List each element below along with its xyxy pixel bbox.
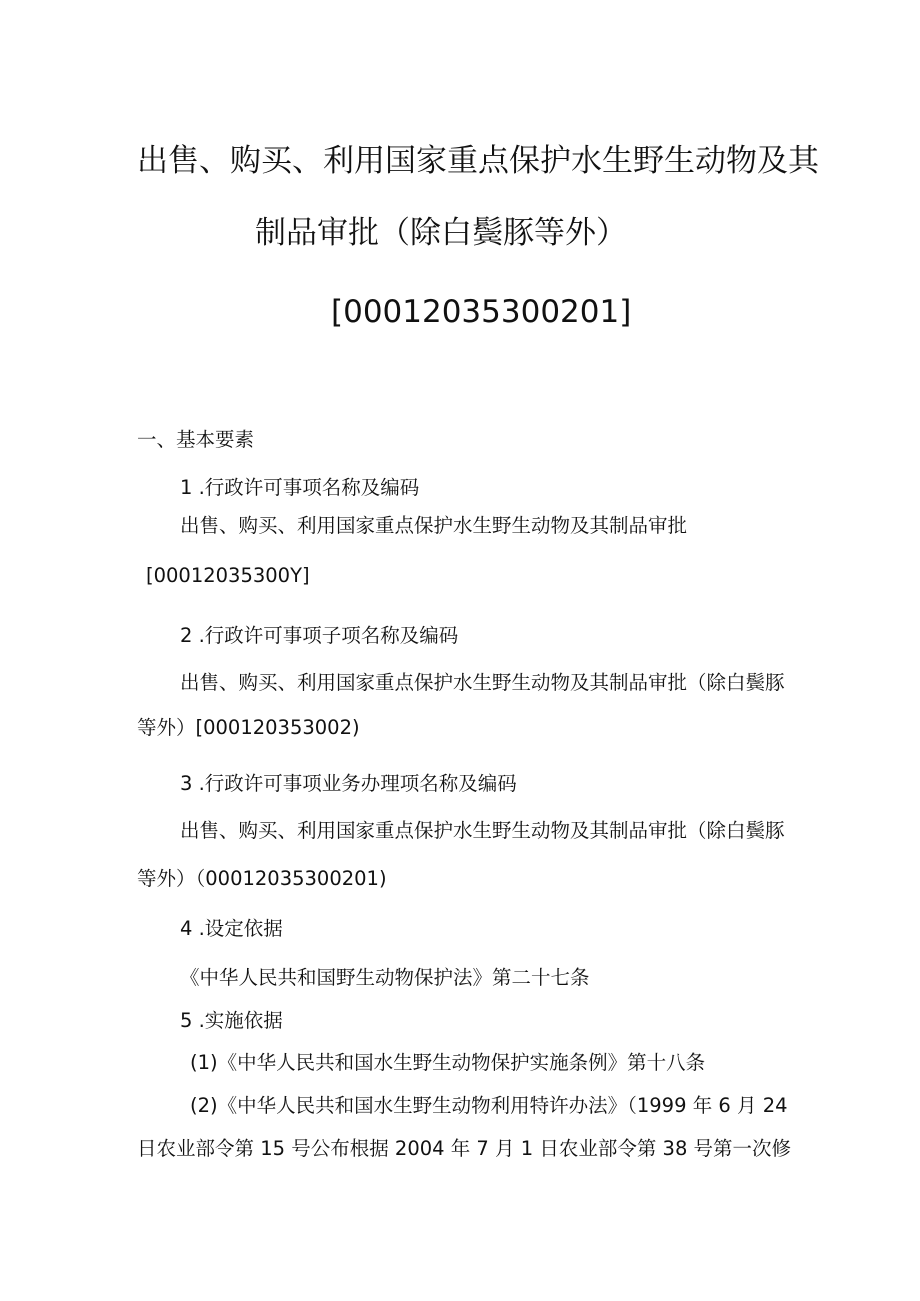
document-title-line-1: 出售、购买、利用国家重点保护水生野生动物及其	[137, 143, 819, 179]
item-3-heading: 3 .行政许可事项业务办理项名称及编码	[180, 772, 517, 795]
item-2-text-continued: 等外）[000120353002)	[137, 716, 360, 739]
item-5-heading: 5 .实施依据	[180, 1009, 283, 1032]
item-3-text: 出售、购买、利用国家重点保护水生野生动物及其制品审批（除白鬓豚	[180, 819, 785, 842]
item-2-heading: 2 .行政许可事项子项名称及编码	[180, 624, 459, 647]
document-code: [00012035300201]	[331, 294, 632, 330]
item-5-basis-2: (2)《中华人民共和国水生野生动物利用特许办法》（1999 年 6 月 24	[190, 1094, 788, 1117]
item-1-code: [00012035300Y]	[146, 564, 310, 587]
item-4-heading: 4 .设定依据	[180, 917, 283, 940]
item-1-text: 出售、购买、利用国家重点保护水生野生动物及其制品审批	[180, 514, 688, 537]
item-1-heading: 1 .行政许可事项名称及编码	[180, 476, 420, 499]
document-title-line-2: 制品审批（除白鬓豚等外）	[255, 215, 627, 251]
item-2-text: 出售、购买、利用国家重点保护水生野生动物及其制品审批（除白鬓豚	[180, 671, 785, 694]
section-heading-basic-elements: 一、基本要素	[137, 428, 255, 451]
item-4-text: 《中华人民共和国野生动物保护法》第二十七条	[180, 966, 590, 989]
item-5-basis-1: (1)《中华人民共和国水生野生动物保护实施条例》第十八条	[190, 1051, 706, 1074]
item-3-text-continued: 等外）（00012035300201)	[137, 867, 387, 890]
item-5-basis-2-continued: 日农业部令第 15 号公布根据 2004 年 7 月 1 日农业部令第 38 号第一次修	[137, 1137, 792, 1160]
